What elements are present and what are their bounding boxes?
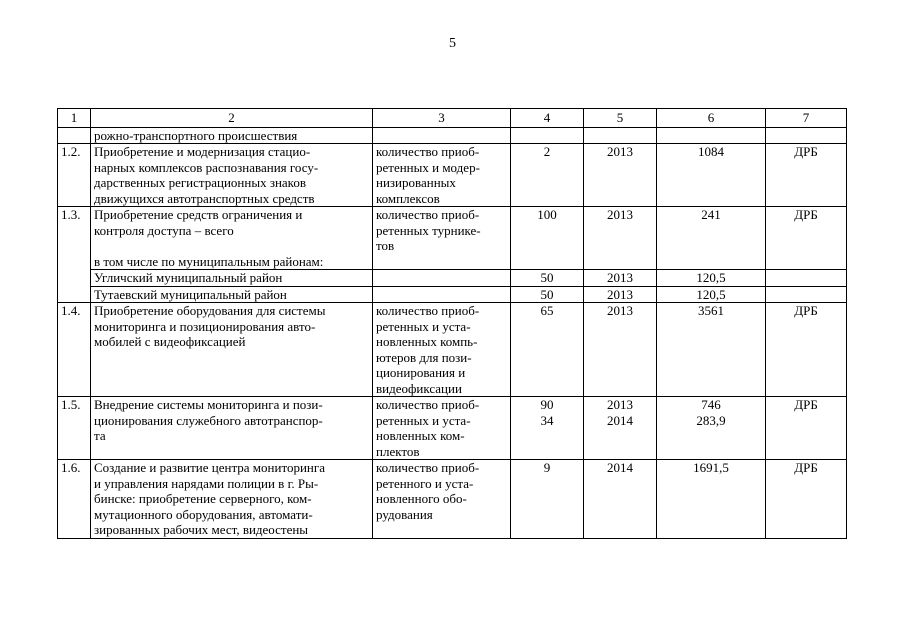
measure-name-line: Приобретение средств ограничения и xyxy=(94,207,303,222)
funding-source-cell xyxy=(766,127,847,144)
indicator-cell xyxy=(373,127,511,144)
table-row xyxy=(58,207,847,270)
amount-cell xyxy=(657,127,766,144)
year-cell xyxy=(584,286,657,303)
measure-name-cell xyxy=(91,127,373,144)
indicator-line: видеофиксации xyxy=(376,380,462,396)
year-value: 2013 xyxy=(607,144,633,159)
measure-name-line: зированных рабочих мест, видеостены xyxy=(94,522,309,537)
year-cell xyxy=(584,127,657,144)
funding-source-cell xyxy=(766,270,847,287)
blank-line xyxy=(94,238,369,254)
quantity-value: 100 xyxy=(537,207,557,222)
funding-source-cell xyxy=(766,286,847,303)
quantity-value: 90 xyxy=(540,397,554,412)
measure-name-cell xyxy=(91,460,373,539)
quantity-cell xyxy=(511,303,584,397)
indicator-line: ретенных и уста- xyxy=(376,412,471,428)
amount-value: 120,5 xyxy=(696,270,726,285)
indicator-line: новленных компь- xyxy=(376,334,478,349)
measure-name-line: и управления нарядами полиции в г. Ры- xyxy=(94,475,319,491)
indicator-line: рудования xyxy=(376,506,433,522)
year-cell xyxy=(584,397,657,460)
quantity-cell xyxy=(511,397,584,460)
table-row xyxy=(58,286,847,303)
indicator-line: тов xyxy=(376,238,395,253)
measure-name-line: в том числе по муниципальным районам: xyxy=(94,253,324,269)
quantity-cell xyxy=(511,286,584,303)
year-value: 2013 xyxy=(607,270,633,285)
year-value: 2013 xyxy=(607,303,633,318)
header-cell: 3 xyxy=(373,109,511,128)
funding-source-cell: ДРБ xyxy=(766,460,847,539)
table-header-row xyxy=(58,109,847,128)
measure-name-cell xyxy=(91,207,373,270)
measure-name-line: Приобретение оборудования для системы xyxy=(94,303,326,318)
indicator-cell xyxy=(373,286,511,303)
measure-name-cell xyxy=(91,397,373,460)
measure-name-cell xyxy=(91,270,373,287)
measure-name-line: Создание и развитие центра мониторинга xyxy=(94,460,325,475)
measure-name-line: Внедрение системы мониторинга и пози- xyxy=(94,397,323,412)
header-cell: 6 xyxy=(657,109,766,128)
quantity-cell xyxy=(511,270,584,287)
measure-name-line: бинске: приобретение серверного, ком- xyxy=(94,491,312,506)
table-row xyxy=(58,144,847,207)
item-number-cell: 1.6. xyxy=(58,460,91,539)
year-cell xyxy=(584,144,657,207)
measure-name-line: Угличский муниципальный район xyxy=(94,270,283,285)
indicator-cell xyxy=(373,270,511,287)
year-cell xyxy=(584,207,657,270)
table-row xyxy=(58,460,847,539)
item-number-cell: 1.5. xyxy=(58,397,91,460)
indicator-cell xyxy=(373,397,511,460)
measure-name-line: та xyxy=(94,428,106,443)
year-value: 2014 xyxy=(607,412,633,428)
measure-name-line: движущихся автотранспортных средств xyxy=(94,190,315,206)
quantity-value: 65 xyxy=(540,303,554,318)
measure-name-line: дарственных регистрационных знаков xyxy=(94,175,306,190)
indicator-line: комплексов xyxy=(376,190,440,206)
measures-table xyxy=(57,108,847,539)
measure-name-line: Приобретение и модернизация стацио- xyxy=(94,144,311,159)
indicator-cell xyxy=(373,303,511,397)
indicator-line: низированных xyxy=(376,175,456,190)
item-number-cell xyxy=(58,270,91,287)
indicator-line: ретенных и модер- xyxy=(376,159,480,175)
funding-source-cell: ДРБ xyxy=(766,207,847,270)
measure-name-line: мутационного оборудования, автомати- xyxy=(94,506,313,522)
year-value: 2013 xyxy=(607,397,633,412)
amount-value: 1691,5 xyxy=(693,460,729,475)
item-number-cell: 1.4. xyxy=(58,303,91,397)
indicator-line: количество приоб- xyxy=(376,144,480,159)
amount-value: 120,5 xyxy=(696,286,726,302)
indicator-line: ретенного и уста- xyxy=(376,475,474,491)
measure-name-line: ционирования служебного автотранспор- xyxy=(94,412,323,428)
amount-value: 241 xyxy=(701,207,721,222)
quantity-cell xyxy=(511,144,584,207)
item-number-cell xyxy=(58,286,91,303)
table-row xyxy=(58,270,847,287)
measure-name-line: нарных комплексов распознавания госу- xyxy=(94,159,319,175)
table-row xyxy=(58,127,847,144)
quantity-cell xyxy=(511,127,584,144)
indicator-line: количество приоб- xyxy=(376,460,480,475)
header-cell: 5 xyxy=(584,109,657,128)
measure-name-line: мониторинга и позиционирования авто- xyxy=(94,318,316,334)
item-number-cell: 1.2. xyxy=(58,144,91,207)
funding-source-cell: ДРБ xyxy=(766,303,847,397)
indicator-line: новленного обо- xyxy=(376,491,467,506)
year-value: 2014 xyxy=(607,460,633,475)
amount-cell xyxy=(657,303,766,397)
indicator-line: плектов xyxy=(376,443,420,459)
measure-name-line: Тутаевский муниципальный район xyxy=(94,286,287,302)
indicator-line: ционирования и xyxy=(376,365,466,380)
year-cell xyxy=(584,460,657,539)
table-row xyxy=(58,397,847,460)
measure-name-cell xyxy=(91,303,373,397)
year-cell xyxy=(584,303,657,397)
indicator-line: количество приоб- xyxy=(376,303,480,318)
indicator-line: ютеров для пози- xyxy=(376,349,472,365)
quantity-cell xyxy=(511,460,584,539)
quantity-value: 50 xyxy=(540,286,554,302)
measure-name-cell xyxy=(91,286,373,303)
indicator-cell xyxy=(373,460,511,539)
quantity-value: 34 xyxy=(540,412,554,428)
funding-source-cell: ДРБ xyxy=(766,397,847,460)
amount-value: 283,9 xyxy=(696,412,726,428)
header-cell: 7 xyxy=(766,109,847,128)
table-body xyxy=(58,109,847,539)
item-number-cell xyxy=(58,127,91,144)
quantity-value: 9 xyxy=(543,460,551,475)
measure-name-line: контроля доступа – всего xyxy=(94,222,234,238)
measure-name-line: рожно-транспортного происшествия xyxy=(94,127,298,143)
year-value: 2013 xyxy=(607,207,633,222)
page-number: 5 xyxy=(449,36,456,51)
funding-source-cell: ДРБ xyxy=(766,144,847,207)
indicator-line: количество приоб- xyxy=(376,207,480,222)
indicator-cell xyxy=(373,144,511,207)
table-row xyxy=(58,303,847,397)
measure-name-cell xyxy=(91,144,373,207)
measure-name-line: мобилей с видеофиксацией xyxy=(94,334,246,349)
quantity-value: 2 xyxy=(543,144,551,159)
indicator-line: количество приоб- xyxy=(376,397,480,412)
amount-cell xyxy=(657,460,766,539)
indicator-line: новленных ком- xyxy=(376,428,465,443)
amount-cell xyxy=(657,270,766,287)
amount-value: 3561 xyxy=(698,303,724,318)
quantity-cell xyxy=(511,207,584,270)
amount-cell xyxy=(657,397,766,460)
amount-cell xyxy=(657,207,766,270)
amount-cell xyxy=(657,286,766,303)
amount-cell xyxy=(657,144,766,207)
year-value: 2013 xyxy=(607,286,633,302)
quantity-value: 50 xyxy=(540,270,554,285)
indicator-line: ретенных турнике- xyxy=(376,222,481,238)
amount-value: 1084 xyxy=(698,144,724,159)
item-number-cell: 1.3. xyxy=(58,207,91,270)
amount-value: 746 xyxy=(701,397,721,412)
indicator-cell xyxy=(373,207,511,270)
indicator-line: ретенных и уста- xyxy=(376,318,471,334)
header-cell: 1 xyxy=(58,109,91,128)
header-cell: 2 xyxy=(91,109,373,128)
header-cell: 4 xyxy=(511,109,584,128)
year-cell xyxy=(584,270,657,287)
